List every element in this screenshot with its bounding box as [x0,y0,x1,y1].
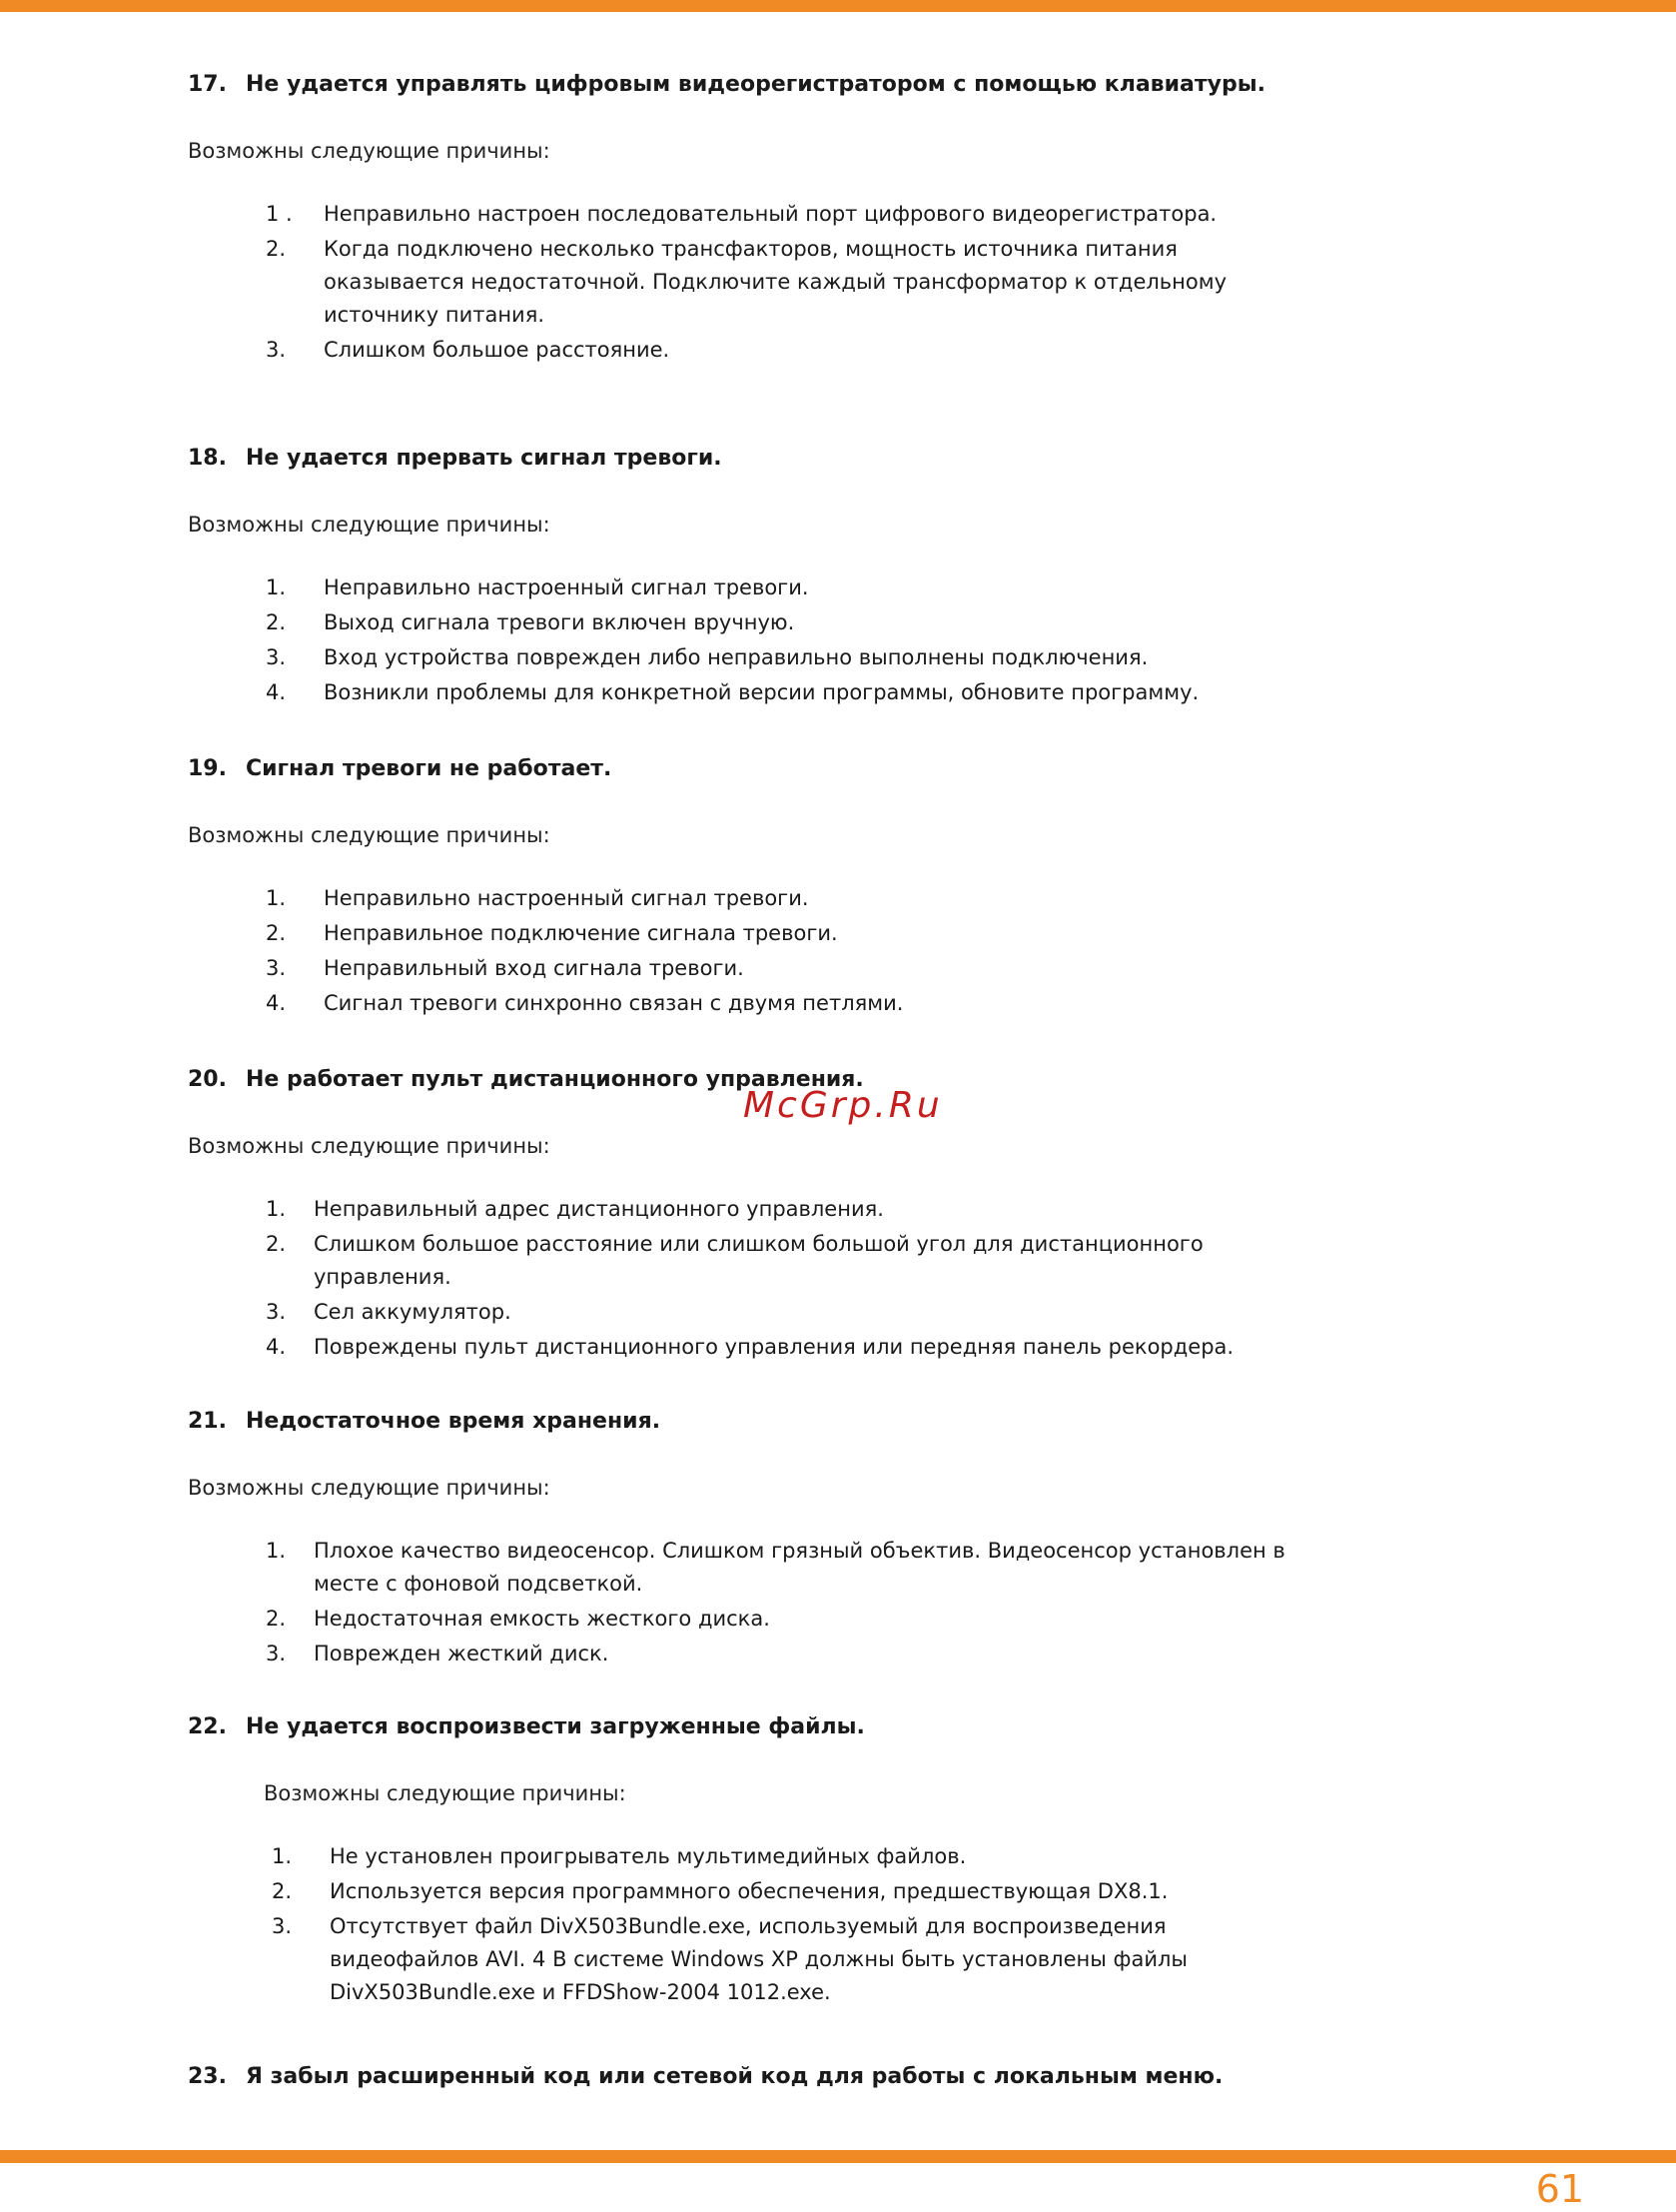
section-heading [188,1710,1406,1744]
item-text: Используется версия программного обеспечения, предшествующая DX8.1. [330,1879,1169,1903]
faq-section-23 [188,2060,1406,2094]
item-text: Повреждены пульт дистанционного управления или передняя панель рекордера. [314,1335,1235,1359]
item-text: Когда подключено несколько трансфакторов, мощность источника питания оказывается недостаточной. Подключите каждый трансформатор к отдельному источнику питания. [324,237,1228,327]
section-intro: Возможны следующие причины: [188,139,550,163]
reason-list [188,882,1406,1020]
item-text: Отсутствует файл DivX503Bundle.exe, используемый для воспроизведения видеофайлов AVI. 4 В системе Windows XP должны быть установлены файлы DivX503Bundle.exe и FFDShow-2004 1012.exe. [330,1914,1188,2004]
section-intro: Возможны следующие причины: [188,1134,550,1158]
page-number: 61 [1535,2167,1584,2211]
item-index: 2. [266,1232,287,1256]
list-item [188,952,1406,985]
list-item [188,882,1406,915]
section-heading [188,68,1406,102]
section-number: 23. [188,2064,227,2089]
list-item [188,198,1247,231]
item-index: 2. [266,1607,287,1631]
list-item [188,1228,1316,1294]
section-heading [188,442,1406,476]
item-text: Слишком большое расстояние. [324,338,670,362]
item-index: 3. [266,645,287,669]
item-text: Неправильный вход сигнала тревоги. [324,956,744,980]
item-text: Вход устройства поврежден либо неправильно выполнены подключения. [324,645,1149,669]
item-text: Неправильно настроенный сигнал тревоги. [324,886,809,910]
section-intro: Возможны следующие причины: [264,1781,626,1805]
section-intro: Возможны следующие причины: [188,823,550,847]
item-index: 1 . [266,202,293,226]
faq-section-22 [188,1710,1406,2011]
list-item [188,1193,1316,1226]
list-item [188,571,1406,604]
item-text: Сел аккумулятор. [314,1300,511,1324]
reason-list [188,1840,1296,2009]
list-item [188,233,1247,332]
section-heading [188,2060,1406,2094]
list-item [188,676,1406,709]
item-index: 3. [266,956,287,980]
section-number: 19. [188,756,227,781]
section-intro: Возможны следующие причины: [188,1476,550,1500]
section-title: Недостаточное время хранения. [246,1409,661,1434]
section-title: Не удается прервать сигнал тревоги. [246,446,722,471]
list-item [188,1840,1296,1873]
item-index: 1. [266,1197,287,1221]
item-index: 2. [266,921,287,945]
section-title: Не работает пульт дистанционного управления. [246,1067,864,1092]
list-item [188,1296,1316,1329]
section-number: 22. [188,1714,227,1739]
item-index: 4. [266,1335,287,1359]
section-title: Я забыл расширенный код или сетевой код для работы с локальным меню. [246,2064,1224,2089]
section-heading [188,1405,1406,1439]
list-item [188,1875,1296,1908]
reason-list [188,1535,1346,1670]
item-text: Выход сигнала тревоги включен вручную. [324,610,795,634]
faq-section-18 [188,442,1406,711]
item-text: Недостаточная емкость жесткого диска. [314,1607,770,1631]
item-index: 2. [266,237,287,261]
section-heading [188,752,1406,786]
item-text: Не установлен проигрыватель мультимедийных файлов. [330,1844,967,1868]
faq-section-19 [188,752,1406,1022]
watermark: McGrp.Ru [743,1085,943,1126]
section-number: 17. [188,72,227,97]
section-title: Сигнал тревоги не работает. [246,756,612,781]
list-item [188,641,1406,674]
item-index: 4. [266,680,287,704]
item-text: Неправильное подключение сигнала тревоги. [324,921,838,945]
section-title: Не удается воспроизвести загруженные файлы. [246,1714,865,1739]
item-index: 3. [266,1300,287,1324]
item-text: Возникли проблемы для конкретной версии программы, обновите программу. [324,680,1200,704]
item-index: 3. [266,338,287,362]
bottom-accent-bar [0,2150,1676,2163]
item-index: 1. [266,1539,287,1563]
item-text: Сигнал тревоги синхронно связан с двумя петлями. [324,991,904,1015]
faq-section-21 [188,1405,1406,1672]
reason-list [188,571,1406,709]
list-item [188,1331,1316,1364]
list-item [188,1638,1346,1670]
item-index: 2. [272,1879,293,1903]
section-intro: Возможны следующие причины: [188,513,550,537]
reason-list [188,1193,1316,1364]
list-item [188,1603,1346,1636]
item-text: Неправильно настроен последовательный порт цифрового видеорегистратора. [324,202,1218,226]
item-index: 1. [272,1844,293,1868]
reason-list [188,198,1247,367]
item-text: Неправильный адрес дистанционного управления. [314,1197,884,1221]
list-item [188,606,1406,639]
item-text: Неправильно настроенный сигнал тревоги. [324,575,809,599]
item-index: 1. [266,886,287,910]
list-item [188,1910,1296,2009]
item-index: 3. [266,1642,287,1665]
list-item [188,987,1406,1020]
item-text: Поврежден жесткий диск. [314,1642,609,1665]
item-index: 4. [266,991,287,1015]
item-index: 1. [266,575,287,599]
section-number: 21. [188,1409,227,1434]
faq-section-17 [188,68,1406,369]
list-item [188,917,1406,950]
top-accent-bar [0,0,1676,12]
list-item [188,334,1247,367]
item-index: 3. [272,1914,293,1938]
item-text: Плохое качество видеосенсор. Слишком грязный объектив. Видеосенсор установлен в месте с фоновой подсветкой. [314,1539,1285,1596]
item-index: 2. [266,610,287,634]
item-text: Слишком большое расстояние или слишком большой угол для дистанционного управления. [314,1232,1204,1289]
list-item [188,1535,1346,1601]
section-title: Не удается управлять цифровым видеорегистратором с помощью клавиатуры. [246,72,1265,97]
section-number: 20. [188,1067,227,1092]
section-number: 18. [188,446,227,471]
